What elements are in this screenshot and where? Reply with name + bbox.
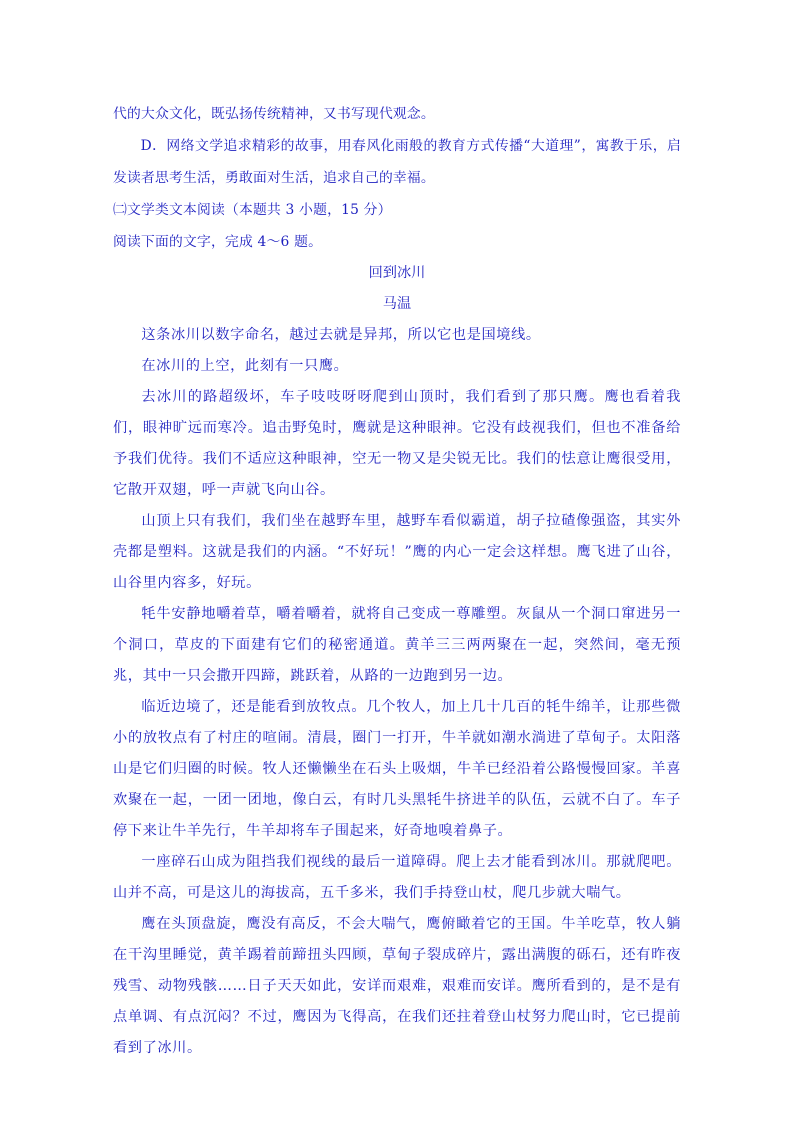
- section-heading: ㈡文学类文本阅读（本题共 3 小题，15 分）: [113, 202, 392, 218]
- story-paragraph: 在冰川的上空，此刻有一只鹰。: [141, 358, 349, 374]
- story-paragraph: 山顶上只有我们，我们坐在越野车里，越野车看似霸道，胡子拉碴像强盗，其实外壳都是塑料。这就是我们的内涵。“不好玩！”鹰的内心一定会这样想。鹰飞进了山谷，山谷里内容多，好玩。: [113, 513, 681, 591]
- story-paragraph: 牦牛安静地嚼着草，嚼着嚼着，就将自己变成一尊雕塑。灰鼠从一个洞口窜进另一个洞口，草皮的下面建有它们的秘密通道。黄羊三三两两聚在一起，突然间，毫无预兆，其中一只会撒开四蹄，跳跃着，从路的一边跑到另一边。: [113, 606, 681, 684]
- story-author: 马温: [382, 296, 412, 312]
- story: [113, 258, 681, 1064]
- story-title: 回到冰川: [368, 265, 426, 281]
- story-paragraph: 鹰在头顶盘旋，鹰没有高反，不会大喘气，鹰俯瞰着它的王国。牛羊吃草，牧人躺在干沟里睡觉，黄羊踢着前蹄扭头四顾，草甸子裂成碎片，露出满腹的砾石，还有昨夜残雪、动物残骸……日子天天如此，安详而艰难，艰难而安详。鹰所看到的，是不是有点单调、有点沉闷？不过，鹰因为飞得高，在我们还拄着登山杖努力爬山时，它已提前看到了冰川。: [113, 916, 681, 1056]
- story-paragraph: 一座碎石山成为阻挡我们视线的最后一道障碍。爬上去才能看到冰川。那就爬吧。山并不高，可是这儿的海拔高，五千多米，我们手持登山杖，爬几步就大喘气。: [113, 854, 681, 901]
- story-paragraph: 临近边境了，还是能看到放牧点。几个牧人，加上几十几百的牦牛绵羊，让那些微小的放牧点有了村庄的喧闹。清晨，圈门一打开，牛羊就如潮水淌进了草甸子。太阳落山是它们归圈的时候。牧人还懒懒坐在石头上吸烟，牛羊已经沿着公路慢慢回家。羊喜欢聚在一起，一团一团地，像白云，有时几头黑牦牛挤进羊的队伍，云就不白了。车子停下来让牛羊先行，牛羊却将车子围起来，好奇地嗅着鼻子。: [113, 699, 681, 839]
- document-page: [113, 98, 681, 1064]
- option-d: D．网络文学追求精彩的故事，用春风化雨般的教育方式传播“大道理”，寓教于乐，启发读者思考生活，勇敢面对生活，追求自己的幸福。: [113, 138, 681, 186]
- story-paragraph: 这条冰川以数字命名，越过去就是异邦，所以它也是国境线。: [141, 327, 541, 343]
- story-paragraph: 去冰川的路超级坏，车子吱吱呀呀爬到山顶时，我们看到了那只鹰。鹰也看着我们，眼神旷远而寒冷。追击野兔时，鹰就是这种眼神。它没有歧视我们，但也不准备给予我们优待。我们不适应这种眼神，空无一物又是尖锐无比。我们的怯意让鹰很受用，它散开双翅，呼一声就飞向山谷。: [113, 389, 681, 498]
- intro-line-continuation: 代的大众文化，既弘扬传统精神，又书写现代观念。: [113, 106, 435, 122]
- instruction: 阅读下面的文字，完成 4～6 题。: [113, 234, 323, 250]
